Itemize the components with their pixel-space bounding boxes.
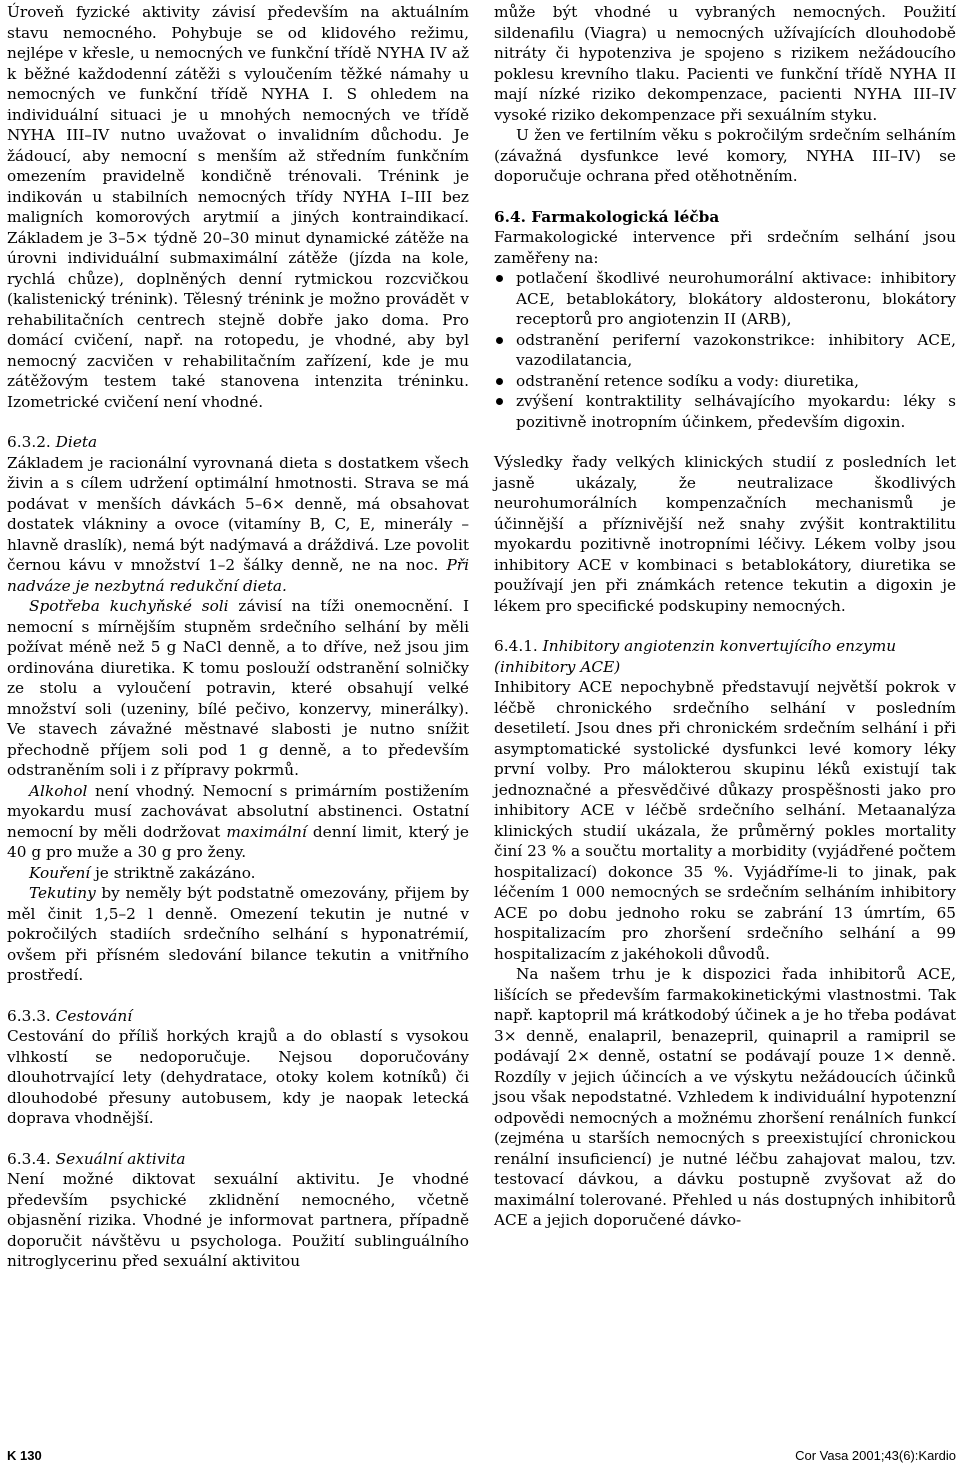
journal-citation: Cor Vasa 2001;43(6):Kardio bbox=[795, 1448, 956, 1463]
paragraph-fluids: Tekutiny by neměly být podstatně omezovány, přijem by měl činit 1,5–2 l denně. Omezení tekutin je nutné v pokročilých stadiích srdečního selhání s hyponatrémií, ovšem při přísném sledování bilance tekutin a vnitřního prostředí. bbox=[7, 884, 469, 984]
paragraph-clinical-studies: Výsledky řady velkých klinických studií z posledních let jasně ukázaly, že neutralizace škodlivých neurohumorálních kompenzačních mechanismů je účinnější a příznivější než snahy zvýšit kontraktilitu myokardu pozitivně inotropními léčivy. Lékem volby jsou inhibitory ACE v kombinaci s betablokátory, diuretika se používají jen při známkách retence tekutin a digoxin je lékem pro specifické podskupiny nemocných. bbox=[494, 453, 956, 615]
list-item: odstranění retence sodíku a vody: diuretika, bbox=[494, 371, 956, 392]
heading-6-3-3: 6.3.3. Cestování bbox=[7, 1006, 133, 1025]
paragraph-sildenafil: může být vhodné u vybraných nemocných. Použití sildenafilu (Viagra) u nemocných užívajících dlouhodobě nitráty či hypotenziva je spojeno s rizikem nežádoucího poklesu krevního tlaku. Pacienti ve funkční třídě NYHA II mají nízké riziko dekompenzace, pacienti NYHA III–IV vysoké riziko dekompenzace při sexuálním styku. bbox=[494, 3, 956, 124]
bullet-icon bbox=[496, 337, 503, 344]
paragraph-alcohol: Alkohol není vhodný. Nemocní s primárním postižením myokardu musí zachovávat absolutní abstinenci. Ostatní nemocní by měli dodržovat maximální denní limit, který je 40 g pro muže a 30 g pro ženy. bbox=[7, 781, 469, 861]
right-column bbox=[494, 2, 956, 1231]
paragraph-travel: Cestování do příliš horkých krajů a do oblastí s vysokou vlhkostí se nedoporučuje. Nejsou doporučovány dlouhotrvající lety (dehydratace, otoky kolem kotníků) či dlouhodobé přesuny autobusem, kdy je naopak letecká doprava vhodnější. bbox=[7, 1027, 469, 1127]
paragraph-smoking: Kouření je striktně zakázáno. bbox=[29, 863, 256, 882]
list-item: potlačení škodlivé neurohumorální aktivace: inhibitory ACE, betablokátory, blokátory aldosteronu, blokátory receptorů pro angiotenzin II (ARB), bbox=[494, 268, 956, 330]
paragraph-ace-inhibitors: Inhibitory ACE nepochybně představují největší pokrok v léčbě chronického srdečního selhání v posledním desetiletí. Jsou dnes při chronickém srdečním selhání i při asymptomatické systolické dysfunkci levé komory léky první volby. Pro málokterou skupinu léků existují tak jednoznačné a přesvědčivé důkazy prospěšnosti jako pro inhibitory ACE v léčbě srdečního selhání. Metaanalýza klinických studií ukázala, že průměrný pokles mortality činí 23 % a součtu mortality a morbidity (vyjádřené počtem hospitalizací) dokonce 35 %. Vyjádříme-li to jinak, pak léčením 1 000 nemocných se srdečním selháním inhibitory ACE po dobu jednoho roku se zabrání 13 úmrtím, 65 hospitalizacím pro zhoršení srdečního selhání a 99 hospitalizacím z jakéhokoli důvodů. bbox=[494, 678, 956, 963]
list-item: zvýšení kontraktility selhávajícího myokardu: léky s pozitivně inotropním účinkem, především digoxin. bbox=[494, 391, 956, 432]
heading-6-3-4: 6.3.4. Sexuální aktivita bbox=[7, 1149, 186, 1168]
page-number: K 130 bbox=[7, 1448, 42, 1463]
paragraph-diet: Základem je racionální vyrovnaná dieta s dostatkem všech živin a s cílem udržení optimální hmotnosti. Strava se má podávat v menších dávkách 5–6× denně, má obsahovat dostatek vlákniny a ovoce (vitamíny B, C, E, minerály – hlavně draslík), nemá být nadýmavá a dráždivá. Lze povolit černou kávu v množství 1–2 šálky denně, ne na noc. Při nadváze je nezbytná redukční dieta. bbox=[7, 453, 469, 595]
paragraph-pharma-intro: Farmakologické intervence při srdečním selhání jsou zaměřeny na: bbox=[494, 228, 956, 267]
heading-6-4-1: 6.4.1. Inhibitory angiotenzin konvertujícího enzymu (inhibitory ACE) bbox=[494, 637, 897, 676]
page-footer bbox=[7, 1448, 956, 1466]
heading-6-4: 6.4. Farmakologická léčba bbox=[494, 207, 720, 226]
bullet-icon bbox=[496, 378, 503, 385]
intervention-list bbox=[494, 268, 956, 432]
bullet-icon bbox=[496, 398, 503, 405]
paragraph-salt: Spotřeba kuchyňské soli závisí na tíži onemocnění. I nemocní s mírnějším stupněm srdečního selhání by měli požívat méně než 5 g NaCl denně, a to dříve, než jsou jim ordinována diuretika. K tomu poslouží odstranění solničky ze stolu a vyloučení potravin, které obsahují velké množství soli (uzeniny, bílé pečivo, konzervy, minerálky). Ve stavech závažné městnavé slabosti je nutno snížit přechodně příjem soli pod 1 g denně, a to především odstraněním soli i z přípravy pokrmů. bbox=[7, 597, 469, 779]
paragraph-ace-market: Na našem trhu je k dispozici řada inhibitorů ACE, lišících se především farmakokinetickými vlastnostmi. Tak např. kaptopril má krátkodobý účinek a je ho třeba podávat 3× denně, enalapril, benazepril, quinapril a ramipril se podávají 2× denně, ostatní se podávají pouze 1× denně. Rozdíly v jejich účincích a ve výskytu nežádoucích účinků jsou však nepodstatné. Vzhledem k individuální hypotenzní odpovědi nemocných a možnému zhoršení renálních funkcí (zejména u starších nemocných s preexistující chronickou renální insuficiencí) je nutné léčbu zahajovat malou, tzv. testovací dávkou, a dávku postupně zvyšovat až do maximální tolerované. Přehled u nás dostupných inhibitorů ACE a jejich doporučené dávko- bbox=[494, 965, 956, 1229]
bullet-icon bbox=[496, 275, 503, 282]
heading-6-3-2: 6.3.2. Dieta bbox=[7, 433, 98, 451]
list-item: odstranění periferní vazokonstrikce: inhibitory ACE, vazodilatancia, bbox=[494, 330, 956, 371]
paragraph-sexual-activity: Není možné diktovat sexuální aktivitu. Je vhodné především psychické zklidnění nemocného, včetně objasnění rizika. Vhodné je informovat partnera, případně doporučit návštěvu u psychologa. Použití sublinguálního nitroglycerinu před sexuální aktivitou bbox=[7, 1170, 469, 1270]
paragraph-physical-activity: Úroveň fyzické aktivity závisí především na aktuálním stavu nemocného. Pohybuje se od klidového režimu, nejlépe v křesle, u nemocných ve funkční třídě NYHA IV až k běžné každodenní zátěži s vyloučením těžké námahy u nemocných ve funkční třídě NYHA I. S ohledem na individuální situaci je u mnohých nemocných ve třídě NYHA III–IV nutno uvažovat o invalidním důchodu. Je žádoucí, aby nemocní s menším až středním funkčním omezením pravidelně kondičně trénovali. Trénink je indikován u stabilních nemocných třídy NYHA I–III bez maligních komorových arytmií a jiných kontraindikací. Základem je 3–5× týdně 20–30 minut dynamické zátěže na úrovni individuální submaximální zátěže (jízda na kole, rychlá chůze), doplněných denní rytmickou rozcvičkou (kalistenický trénink). Tělesný trénink je možno provádět v rehabilitačních centrech stejně dobře jako doma. Pro domácí cvičení, např. na rotopedu, je vhodné, aby byl nemocný zacvičen v rehabilitačním zařízení, kde je mu zátěžovým testem také stanovena intenzita tréninku. Izometrické cvičení není vhodné. bbox=[7, 3, 469, 411]
paragraph-pregnancy: U žen ve fertilním věku s pokročilým srdečním selháním (závažná dysfunkce levé komory, NYHA III–IV) se doporučuje ochrana před otěhotněním. bbox=[494, 126, 956, 185]
left-column bbox=[7, 2, 469, 1272]
